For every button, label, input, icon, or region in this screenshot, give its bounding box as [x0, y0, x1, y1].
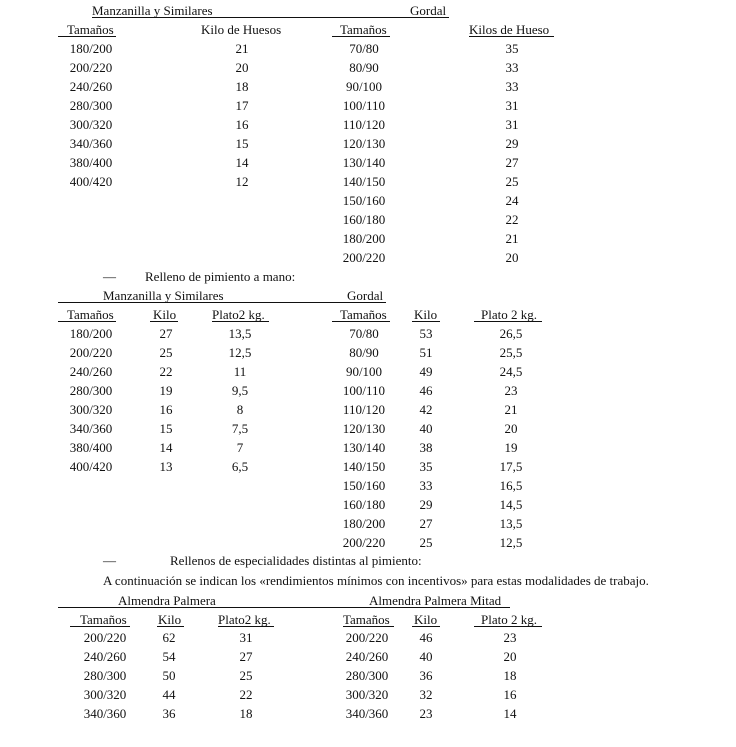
s3-paragraph: A continuación se indican los «rendimientos mínimos con incentivos» para estas modalidades de trabajo. [103, 573, 649, 588]
s2-top-rule [58, 302, 386, 303]
table-cell: 150/160 [342, 478, 386, 493]
s3-top-rule [58, 607, 510, 608]
s2-header-rule-1 [58, 321, 116, 322]
s2-heading: Relleno de pimiento a mano: [145, 269, 296, 284]
table-cell: 300/320 [69, 402, 113, 417]
table-cell: 180/200 [342, 516, 386, 531]
table-cell: 240/260 [69, 79, 113, 94]
s3-header-a-kilo: Kilo [158, 612, 182, 627]
s2-header-a-kilo: Kilo [153, 307, 177, 322]
table-cell: 280/300 [69, 383, 113, 398]
table-cell: 25,5 [499, 345, 523, 360]
s3-header-rule-4 [343, 626, 394, 627]
table-cell: 13 [159, 459, 173, 474]
table-cell: 12 [235, 174, 249, 189]
s2-header-rule-3 [212, 321, 269, 322]
table-cell: 100/110 [342, 383, 386, 398]
s3-header-rule-1 [70, 626, 130, 627]
table-cell: 120/130 [342, 136, 386, 151]
table-cell: 16 [159, 402, 173, 417]
table-cell: 33 [505, 79, 519, 94]
table-cell: 46 [419, 383, 433, 398]
table-cell: 19 [504, 440, 518, 455]
s1-header-a-size: Tamaños [67, 22, 114, 37]
s1-header-rule-c [469, 36, 554, 37]
table-cell: 400/420 [69, 459, 113, 474]
table-cell: 18 [235, 79, 249, 94]
table-cell: 17,5 [499, 459, 523, 474]
table-cell: 35 [505, 41, 519, 56]
table-cell: 38 [419, 440, 433, 455]
table-cell: 340/360 [345, 706, 389, 721]
table-cell: 35 [419, 459, 433, 474]
table-cell: 27 [239, 649, 253, 664]
table-cell: 280/300 [345, 668, 389, 683]
table-cell: 8 [236, 402, 244, 417]
s2-group-b-title: Gordal [347, 288, 384, 303]
table-cell: 100/110 [342, 98, 386, 113]
s1-group-a-title: Manzanilla y Similares [92, 3, 213, 18]
table-cell: 27 [505, 155, 519, 170]
table-cell: 23 [419, 706, 433, 721]
s1-header-b-kilo: Kilos de Hueso [469, 22, 550, 37]
table-cell: 380/400 [69, 440, 113, 455]
table-cell: 15 [159, 421, 173, 436]
table-cell: 16,5 [499, 478, 523, 493]
table-cell: 11 [233, 364, 247, 379]
s3-header-b-kilo: Kilo [414, 612, 438, 627]
table-cell: 46 [419, 630, 433, 645]
table-cell: 31 [239, 630, 253, 645]
s2-header-b-kilo: Kilo [414, 307, 438, 322]
table-cell: 33 [419, 478, 433, 493]
s1-group-b-title: Gordal [410, 3, 447, 18]
table-cell: 200/220 [69, 60, 113, 75]
table-cell: 14 [235, 155, 249, 170]
table-cell: 7 [236, 440, 244, 455]
table-cell: 12,5 [499, 535, 523, 550]
table-cell: 300/320 [345, 687, 389, 702]
table-cell: 160/180 [342, 212, 386, 227]
table-cell: 130/140 [342, 155, 386, 170]
table-cell: 36 [419, 668, 433, 683]
table-cell: 80/90 [349, 345, 379, 360]
table-cell: 23 [504, 383, 518, 398]
table-cell: 49 [419, 364, 433, 379]
table-cell: 130/140 [342, 440, 386, 455]
table-cell: 29 [419, 497, 433, 512]
table-cell: 20 [235, 60, 249, 75]
table-cell: 180/200 [342, 231, 386, 246]
table-cell: 200/220 [342, 250, 386, 265]
table-cell: 280/300 [69, 98, 113, 113]
table-cell: 140/150 [342, 174, 386, 189]
s3-heading: Rellenos de especialidades distintas al pimiento: [170, 553, 422, 568]
s2-header-b-size: Tamaños [340, 307, 387, 322]
table-cell: 240/260 [69, 364, 113, 379]
table-cell: 90/100 [345, 364, 383, 379]
table-cell: 150/160 [342, 193, 386, 208]
s3-header-rule-3 [218, 626, 274, 627]
table-cell: 27 [159, 326, 173, 341]
s3-header-a-size: Tamaños [80, 612, 127, 627]
table-cell: 42 [419, 402, 433, 417]
table-cell: 36 [162, 706, 176, 721]
s1-header-a-kilo: Kilo de Huesos [201, 22, 282, 37]
s1-header-b-size: Tamaños [340, 22, 387, 37]
table-cell: 40 [419, 421, 433, 436]
table-cell: 160/180 [342, 497, 386, 512]
table-cell: 110/120 [342, 402, 386, 417]
s3-header-b-size: Tamaños [343, 612, 390, 627]
table-cell: 400/420 [69, 174, 113, 189]
table-cell: 280/300 [83, 668, 127, 683]
table-cell: 23 [503, 630, 517, 645]
table-cell: 200/220 [83, 630, 127, 645]
table-cell: 80/90 [349, 60, 379, 75]
table-cell: 16 [503, 687, 517, 702]
s1-header-rule-a [58, 36, 116, 37]
s3-header-rule-5 [412, 626, 440, 627]
table-cell: 25 [239, 668, 253, 683]
table-cell: 200/220 [342, 535, 386, 550]
table-cell: 53 [419, 326, 433, 341]
table-cell: 54 [162, 649, 176, 664]
s3-header-a-plato: Plato2 kg. [218, 612, 271, 627]
table-cell: 25 [419, 535, 433, 550]
table-cell: 200/220 [345, 630, 389, 645]
s3-header-rule-6 [474, 626, 542, 627]
table-cell: 200/220 [69, 345, 113, 360]
table-cell: 22 [505, 212, 519, 227]
table-cell: 62 [162, 630, 176, 645]
table-cell: 20 [504, 421, 518, 436]
s2-header-b-plato: Plato 2 kg. [481, 307, 537, 322]
table-cell: 90/100 [345, 79, 383, 94]
table-cell: 70/80 [349, 326, 379, 341]
table-cell: 21 [504, 402, 518, 417]
table-cell: 20 [505, 250, 519, 265]
table-cell: 340/360 [69, 421, 113, 436]
s2-group-a-title: Manzanilla y Similares [103, 288, 224, 303]
table-cell: 9,5 [231, 383, 249, 398]
table-cell: 27 [419, 516, 433, 531]
table-cell: 380/400 [69, 155, 113, 170]
s3-header-b-plato: Plato 2 kg. [481, 612, 537, 627]
table-cell: 25 [159, 345, 173, 360]
table-cell: 13,5 [228, 326, 252, 341]
table-cell: 340/360 [83, 706, 127, 721]
table-cell: 15 [235, 136, 249, 151]
s2-header-a-size: Tamaños [67, 307, 114, 322]
table-cell: 18 [503, 668, 517, 683]
table-cell: 17 [235, 98, 249, 113]
table-cell: 7,5 [231, 421, 249, 436]
table-cell: 13,5 [499, 516, 523, 531]
table-cell: 6,5 [231, 459, 249, 474]
table-cell: 180/200 [69, 326, 113, 341]
table-cell: 70/80 [349, 41, 379, 56]
table-cell: 51 [419, 345, 433, 360]
table-cell: 22 [159, 364, 173, 379]
table-cell: 12,5 [228, 345, 252, 360]
table-cell: 24,5 [499, 364, 523, 379]
s3-dash: — [103, 553, 116, 568]
table-cell: 50 [162, 668, 176, 683]
s3-group-a-title: Almendra Palmera [118, 593, 216, 608]
table-cell: 14,5 [499, 497, 523, 512]
table-cell: 31 [505, 98, 519, 113]
s3-header-rule-2 [157, 626, 184, 627]
table-cell: 31 [505, 117, 519, 132]
s2-header-rule-4 [332, 321, 390, 322]
table-cell: 340/360 [69, 136, 113, 151]
table-cell: 300/320 [83, 687, 127, 702]
table-cell: 16 [235, 117, 249, 132]
table-cell: 29 [505, 136, 519, 151]
table-cell: 140/150 [342, 459, 386, 474]
table-cell: 18 [239, 706, 253, 721]
table-cell: 21 [505, 231, 519, 246]
table-cell: 240/260 [345, 649, 389, 664]
s2-header-rule-2 [150, 321, 178, 322]
s1-header-rule-b [332, 36, 390, 37]
s2-header-rule-5 [412, 321, 440, 322]
table-cell: 14 [159, 440, 173, 455]
table-cell: 32 [419, 687, 433, 702]
table-cell: 22 [239, 687, 253, 702]
table-cell: 14 [503, 706, 517, 721]
s2-header-a-plato: Plato2 kg. [212, 307, 265, 322]
table-cell: 180/200 [69, 41, 113, 56]
s2-header-rule-6 [474, 321, 542, 322]
s2-dash: — [103, 269, 116, 284]
table-cell: 40 [419, 649, 433, 664]
table-cell: 26,5 [499, 326, 523, 341]
table-cell: 19 [159, 383, 173, 398]
table-cell: 120/130 [342, 421, 386, 436]
table-cell: 300/320 [69, 117, 113, 132]
s3-group-b-title: Almendra Palmera Mitad [369, 593, 502, 608]
table-cell: 20 [503, 649, 517, 664]
table-cell: 33 [505, 60, 519, 75]
table-cell: 25 [505, 174, 519, 189]
table-cell: 24 [505, 193, 519, 208]
table-cell: 44 [162, 687, 176, 702]
table-cell: 21 [235, 41, 249, 56]
table-cell: 110/120 [342, 117, 386, 132]
table-cell: 240/260 [83, 649, 127, 664]
